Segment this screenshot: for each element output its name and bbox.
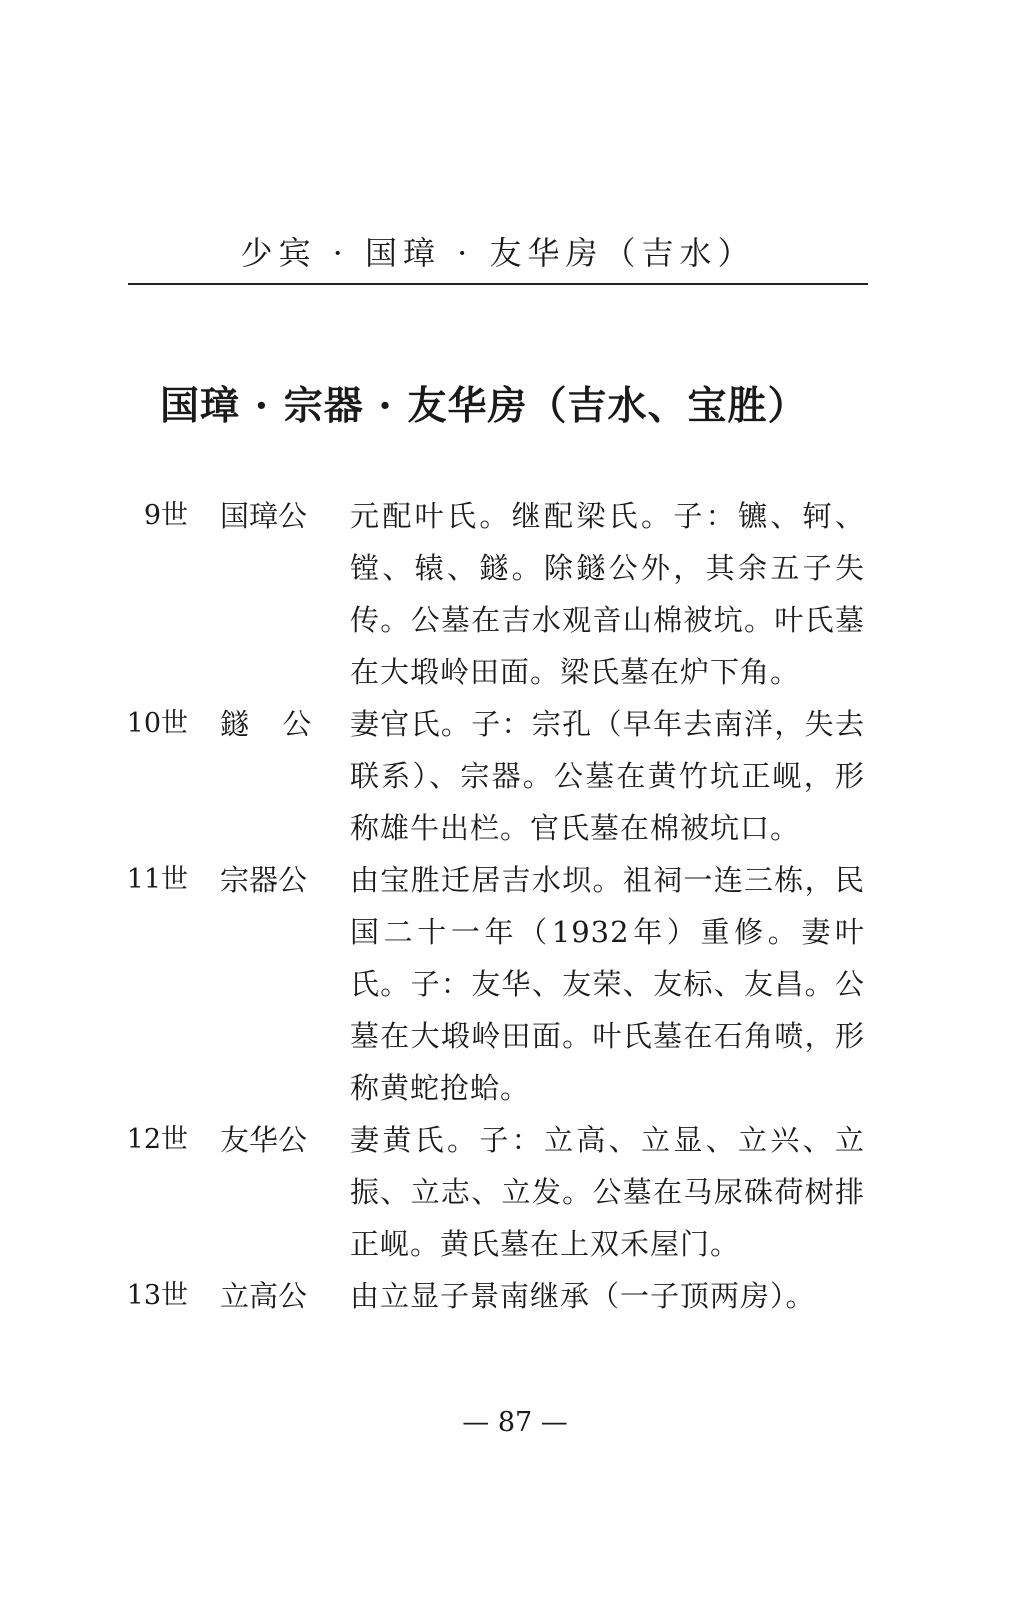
entry-description: 妻官氏。子：宗孔（早年去南洋，失去联系）、宗器。公墓在黄竹坑正岘，形称雄牛出栏。官氏墓在棉被坑口。	[350, 707, 865, 845]
section-title: 国璋 · 宗器 · 友华房（吉水、宝胜）	[160, 383, 808, 429]
entry-description: 由宝胜迁居吉水坝。祖祠一连三栋，民国二十一年（1932年）重修。妻叶氏。子：友华、友荣、友标、友昌。公墓在大塅岭田面。叶氏墓在石角喷，形称黄蛇抢蛤。	[350, 863, 865, 1105]
header-rule	[128, 283, 868, 285]
person-name: 友华公	[220, 1123, 308, 1157]
generation-label: 11世	[126, 864, 188, 895]
entry-description: 元配叶氏。继配梁氏。子：镳、轲、镗、辕、鐩。除鐩公外，其余五子失传。公墓在吉水观音山棉被坑。叶氏墓在大塅岭田面。梁氏墓在炉下角。	[350, 499, 865, 689]
page-number: — 87 —	[462, 1407, 568, 1438]
generation-label: 12世	[126, 1124, 188, 1155]
genealogy-entry	[0, 698, 1030, 854]
running-head: 少宾 · 国璋 · 友华房（吉水）	[240, 234, 756, 272]
generation-label: 10世	[126, 708, 188, 739]
genealogy-entry	[0, 1270, 1030, 1322]
entry-description: 由立显子景南继承（一子顶两房）。	[350, 1279, 816, 1313]
genealogy-entry	[0, 854, 1030, 1114]
generation-label: 13世	[126, 1280, 188, 1311]
person-name: 宗器公	[220, 863, 308, 897]
genealogy-entries	[0, 490, 1030, 1322]
genealogy-entry	[0, 1114, 1030, 1270]
person-name: 国璋公	[220, 499, 308, 533]
generation-label: 9世	[143, 500, 188, 531]
person-name: 鐩 公	[220, 707, 324, 741]
person-name: 立高公	[220, 1279, 308, 1313]
entry-description: 妻黄氏。子：立高、立显、立兴、立振、立志、立发。公墓在马尿硃荷树排正岘。黄氏墓在上双禾屋门。	[350, 1123, 865, 1261]
genealogy-entry	[0, 490, 1030, 698]
